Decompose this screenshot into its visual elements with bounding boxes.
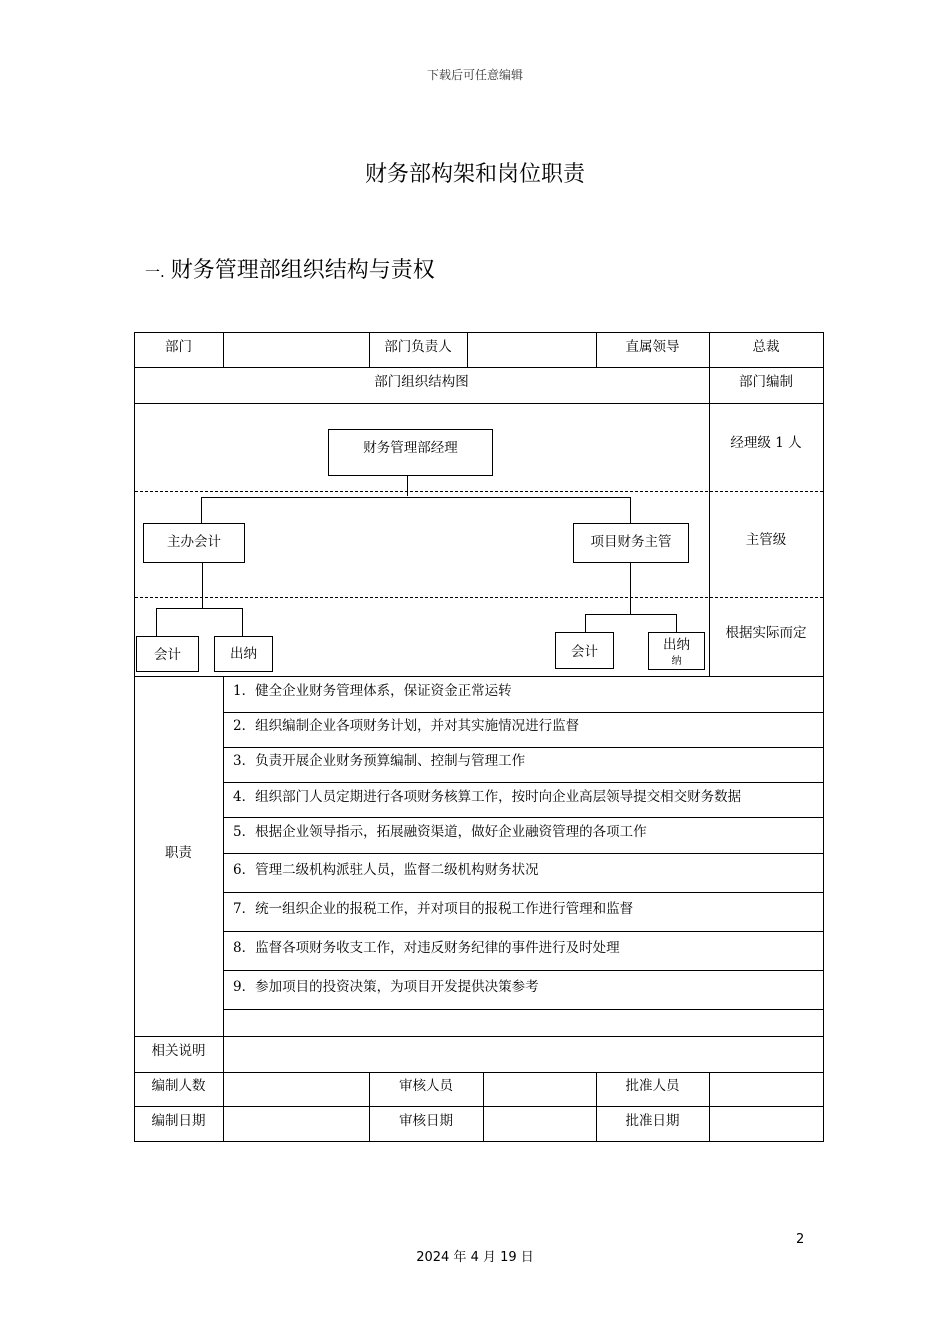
duty-item: 5．根据企业领导指示，拓展融资渠道，做好企业融资管理的各项工作 [233, 824, 647, 840]
org-cashier-right-extra: 纳 [671, 656, 682, 667]
duty-item: 7．统一组织企业的报税工作，并对项目的报税工作进行管理和监督 [233, 901, 634, 917]
leader-label: 直属领导 [625, 339, 680, 355]
org-cashier-left-box [214, 636, 273, 672]
duty-item: 1．健全企业财务管理体系，保证资金正常运转 [233, 683, 512, 699]
duties-label: 职责 [165, 845, 192, 861]
org-cashier-right-label: 出纳 [663, 637, 690, 653]
staffing-label: 部门编制 [739, 374, 793, 390]
org-chief-accountant-label: 主办会计 [167, 534, 221, 550]
header-note: 下载后可任意编辑 [426, 68, 523, 82]
org-chief-accountant-box [143, 523, 245, 563]
review-date-label: 审核日期 [399, 1113, 453, 1129]
org-cashier-left-label: 出纳 [230, 646, 257, 662]
duty-item: 9．参加项目的投资决策，为项目开发提供决策参考 [233, 979, 539, 995]
page-number: 2 [796, 1232, 805, 1247]
org-accountant-right-label: 会计 [571, 644, 598, 660]
approve-date-label: 批准日期 [625, 1113, 680, 1129]
level-staff: 根据实际而定 [725, 625, 807, 641]
org-chart-label: 部门组织结构图 [374, 374, 469, 390]
footer-date: 2024 年 4 月 19 日 [416, 1250, 534, 1265]
page-title: 财务部构架和岗位职责 [364, 162, 585, 187]
head-label: 部门负责人 [384, 339, 452, 355]
dept-label: 部门 [165, 339, 192, 355]
reviewer-label: 审核人员 [399, 1078, 453, 1094]
org-manager-box [328, 429, 493, 476]
org-project-finance-label: 项目财务主管 [590, 534, 672, 550]
level-manager: 经理级 1 人 [730, 435, 802, 451]
org-project-finance-box [573, 523, 689, 563]
duty-item: 8．监督各项财务收支工作，对违反财务纪律的事件进行及时处理 [233, 940, 620, 956]
compiler-label: 编制人数 [151, 1078, 206, 1094]
org-cashier-right-box [648, 632, 705, 670]
org-accountant-left-label: 会计 [154, 647, 181, 663]
duty-item: 2．组织编制企业各项财务计划，并对其实施情况进行监督 [233, 718, 580, 734]
approver-label: 批准人员 [625, 1078, 680, 1094]
duty-item: 4．组织部门人员定期进行各项财务核算工作，按时向企业高层领导提交相交财务数据 [233, 789, 742, 805]
org-manager-label: 财务管理部经理 [363, 440, 458, 456]
org-accountant-right-box [555, 632, 614, 669]
leader-value: 总裁 [752, 339, 780, 355]
compile-date-label: 编制日期 [151, 1113, 206, 1129]
org-accountant-left-box [136, 636, 199, 672]
level-supervisor: 主管级 [745, 532, 787, 548]
section-title: 财务管理部组织结构与责权 [170, 258, 435, 283]
duty-item: 6．管理二级机构派驻人员，监督二级机构财务状况 [233, 862, 539, 878]
notes-label: 相关说明 [151, 1043, 206, 1059]
section-number: 一. [145, 263, 165, 281]
duty-item: 3．负责开展企业财务预算编制、控制与管理工作 [233, 753, 526, 769]
